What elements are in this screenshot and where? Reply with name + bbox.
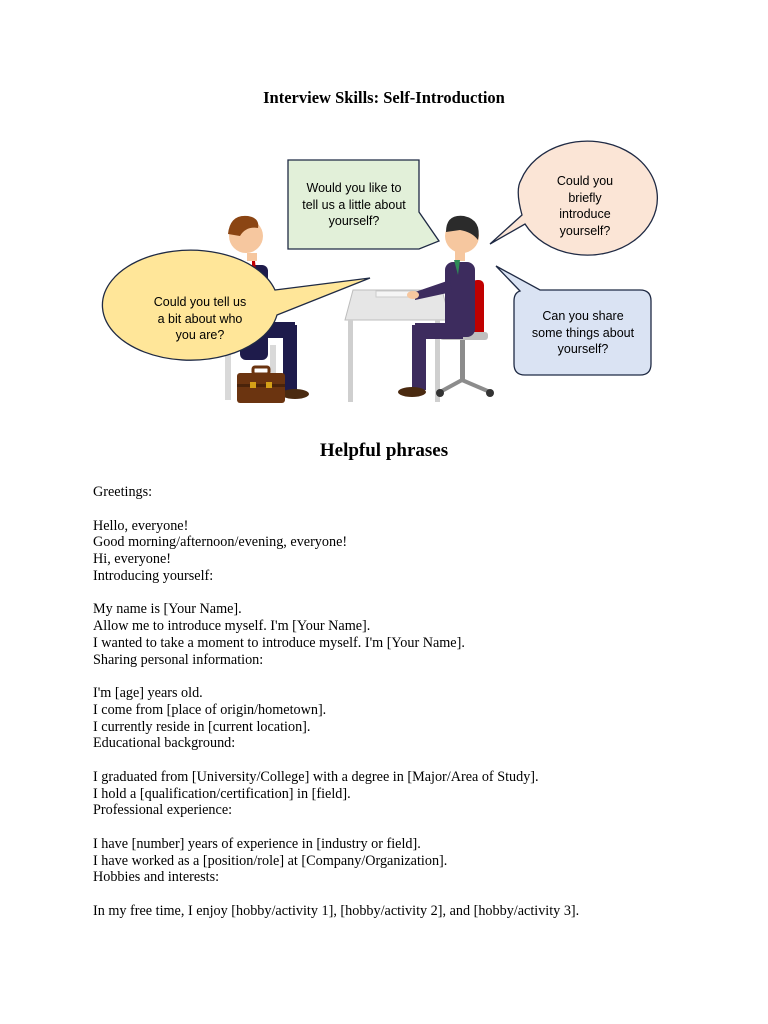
bubble-line: Could you bbox=[556, 174, 614, 188]
bubble-line: Can you share bbox=[542, 309, 624, 323]
section-heading: Helpful phrases bbox=[319, 440, 449, 461]
phrases-list bbox=[93, 484, 579, 920]
phrase-line: I graduated from [University/College] with a degree in [Major/Area of Study]. bbox=[93, 768, 539, 785]
spacer bbox=[93, 668, 579, 685]
interview-illustration bbox=[100, 140, 680, 420]
phrase-line: I currently reside in [current location]. bbox=[93, 718, 311, 735]
phrase-line: I wanted to take a moment to introduce myself. I'm [Your Name]. bbox=[93, 634, 465, 651]
bubble-line: you are? bbox=[175, 328, 225, 342]
bubble-line: Would you like to bbox=[306, 181, 402, 195]
bubble-line: yourself? bbox=[328, 214, 380, 228]
phrase-line: In my free time, I enjoy [hobby/activity 1], [hobby/activity 2], and [hobby/activity 3]. bbox=[93, 902, 580, 919]
briefcase-icon bbox=[237, 367, 285, 403]
bubble-line: yourself? bbox=[557, 342, 609, 356]
spacer bbox=[93, 585, 579, 602]
bubble-line: a bit about who bbox=[157, 311, 243, 326]
phrase-line: Good morning/afternoon/evening, everyone! bbox=[93, 534, 348, 551]
phrase-line: Hi, everyone! bbox=[93, 551, 171, 567]
introducing-heading: Introducing yourself: bbox=[93, 567, 214, 584]
phrase-line: I hold a [qualification/certification] in [field]. bbox=[93, 785, 351, 802]
bubble-bottom-right-text bbox=[518, 308, 648, 358]
education-heading: Educational background: bbox=[93, 735, 236, 752]
bubble-line: briefly bbox=[568, 190, 602, 205]
hobbies-heading: Hobbies and interests: bbox=[93, 869, 220, 886]
phrase-line: My name is [Your Name]. bbox=[93, 601, 242, 618]
bubble-line: tell us a little about bbox=[302, 197, 406, 212]
bubble-left-text bbox=[136, 294, 264, 344]
phrase-line: I come from [place of origin/hometown]. bbox=[93, 701, 327, 718]
personal-info-heading: Sharing personal information: bbox=[93, 651, 264, 668]
bubble-line: some things about bbox=[531, 325, 635, 340]
bubble-line: introduce bbox=[559, 207, 611, 221]
phrase-line: Allow me to introduce myself. I'm [Your Name]. bbox=[93, 618, 371, 634]
spacer bbox=[93, 501, 579, 518]
greetings-heading: Greetings: bbox=[93, 484, 153, 500]
phrase-line: Hello, everyone! bbox=[93, 517, 189, 534]
bubble-line: Could you tell us bbox=[153, 295, 247, 309]
desk bbox=[345, 290, 450, 402]
page-title: Interview Skills: Self-Introduction bbox=[263, 88, 505, 107]
spacer bbox=[93, 752, 579, 769]
bubble-top-right-text bbox=[545, 173, 625, 239]
spacer bbox=[93, 819, 579, 836]
experience-heading: Professional experience: bbox=[93, 802, 233, 819]
bubble-top-center-text bbox=[291, 180, 417, 230]
phrase-line: I have [number] years of experience in [industry or field]. bbox=[93, 835, 421, 852]
phrase-line: I'm [age] years old. bbox=[93, 685, 203, 701]
phrase-line: I have worked as a [position/role] at [Company/Organization]. bbox=[93, 852, 448, 869]
bubble-line: yourself? bbox=[559, 223, 611, 238]
spacer bbox=[93, 886, 579, 903]
